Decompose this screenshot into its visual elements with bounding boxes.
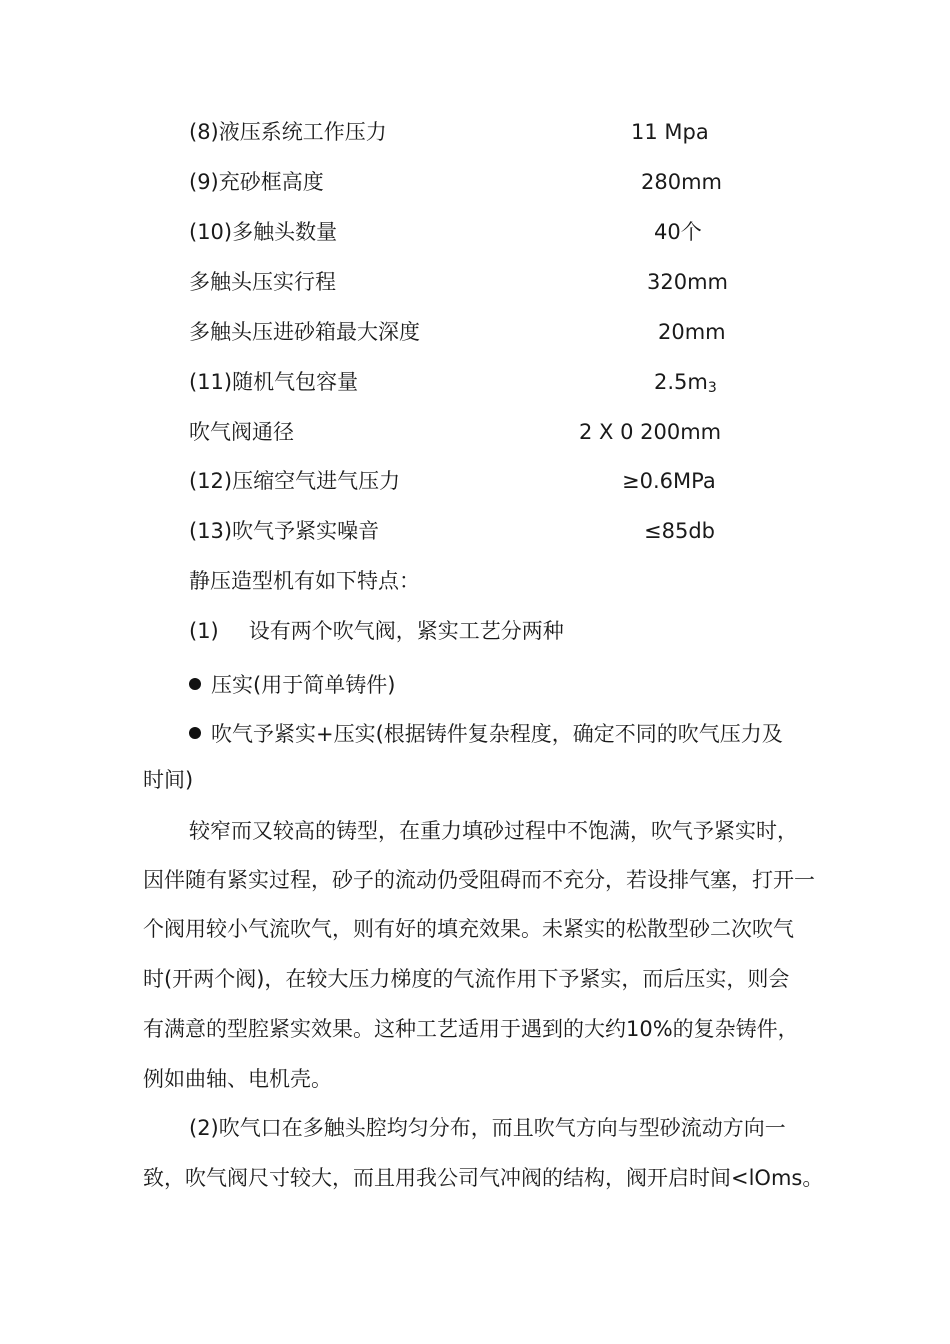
paragraph-line: 较窄而又较高的铸型，在重力填砂过程中不饱满，吹气予紧实时， <box>189 819 798 843</box>
bullet-text: 压实(用于简单铸件) <box>211 673 396 697</box>
paragraph-line: 例如曲轴、电机壳。 <box>143 1067 332 1091</box>
spec-label: (8)液压系统工作压力 <box>189 120 387 144</box>
spec-label: (13)吹气予紧实噪音 <box>189 519 380 543</box>
spec-row <box>0 267 950 297</box>
feature-item-number: (1) <box>189 619 219 643</box>
spec-value <box>654 367 717 403</box>
spec-label: 多触头压实行程 <box>189 270 336 294</box>
bullet-text: 吹气予紧实+压实(根据铸件复杂程度，确定不同的吹气压力及 <box>211 722 783 746</box>
spec-value: 40个 <box>654 220 702 244</box>
spec-value: 11 Mpa <box>631 120 709 144</box>
spec-value-subscript: 3 <box>707 380 717 396</box>
spec-row <box>0 167 950 197</box>
paragraph-line: 有满意的型腔紧实效果。这种工艺适用于遇到的大约10%的复杂铸件， <box>143 1017 799 1041</box>
bullet-item <box>189 670 395 700</box>
bullet-item <box>189 719 783 749</box>
bullet-icon <box>189 678 201 690</box>
spec-label: (11)随机气包容量 <box>189 370 359 394</box>
spec-row <box>0 217 950 247</box>
spec-label: (9)充砂框高度 <box>189 170 324 194</box>
spec-value: 20mm <box>658 320 726 344</box>
bullet-text-continuation: 时间) <box>143 768 194 792</box>
spec-row <box>0 417 950 447</box>
paragraph-line: 致，吹气阀尺寸较大，而且用我公司气冲阀的结构，阀开启时间<lOms。 <box>143 1166 824 1190</box>
bullet-icon <box>189 727 201 739</box>
paragraph-line: 时(开两个阀)，在较大压力梯度的气流作用下予紧实，而后压实，则会 <box>143 967 790 991</box>
paragraph-line: 个阀用较小气流吹气，则有好的填充效果。未紧实的松散型砂二次吹气 <box>143 917 794 941</box>
spec-label: (10)多触头数量 <box>189 220 338 244</box>
paragraph-line: 因伴随有紧实过程，砂子的流动仍受阻碍而不充分，若设排气塞，打开一 <box>143 868 815 892</box>
spec-label: (12)压缩空气进气压力 <box>189 469 401 493</box>
paragraph-line: (2)吹气口在多触头腔均匀分布，而且吹气方向与型砂流动方向一 <box>189 1116 786 1140</box>
spec-label: 多触头压进砂箱最大深度 <box>189 320 420 344</box>
spec-row <box>0 367 950 397</box>
spec-label: 吹气阀通径 <box>189 420 294 444</box>
spec-row <box>0 466 950 496</box>
spec-value: ≥0.6MPa <box>622 469 716 493</box>
spec-row <box>0 117 950 147</box>
spec-row <box>0 317 950 347</box>
spec-value: ≤85db <box>644 519 715 543</box>
feature-item-1 <box>189 616 564 646</box>
features-intro: 静压造型机有如下特点： <box>189 569 420 593</box>
spec-value-main: 2.5m <box>654 370 708 394</box>
spec-value: 2 X 0 200mm <box>579 420 722 444</box>
feature-item-text: 设有两个吹气阀，紧实工艺分两种 <box>248 619 564 643</box>
spec-row <box>0 516 950 546</box>
spec-value: 320mm <box>647 270 728 294</box>
spec-value: 280mm <box>641 170 722 194</box>
